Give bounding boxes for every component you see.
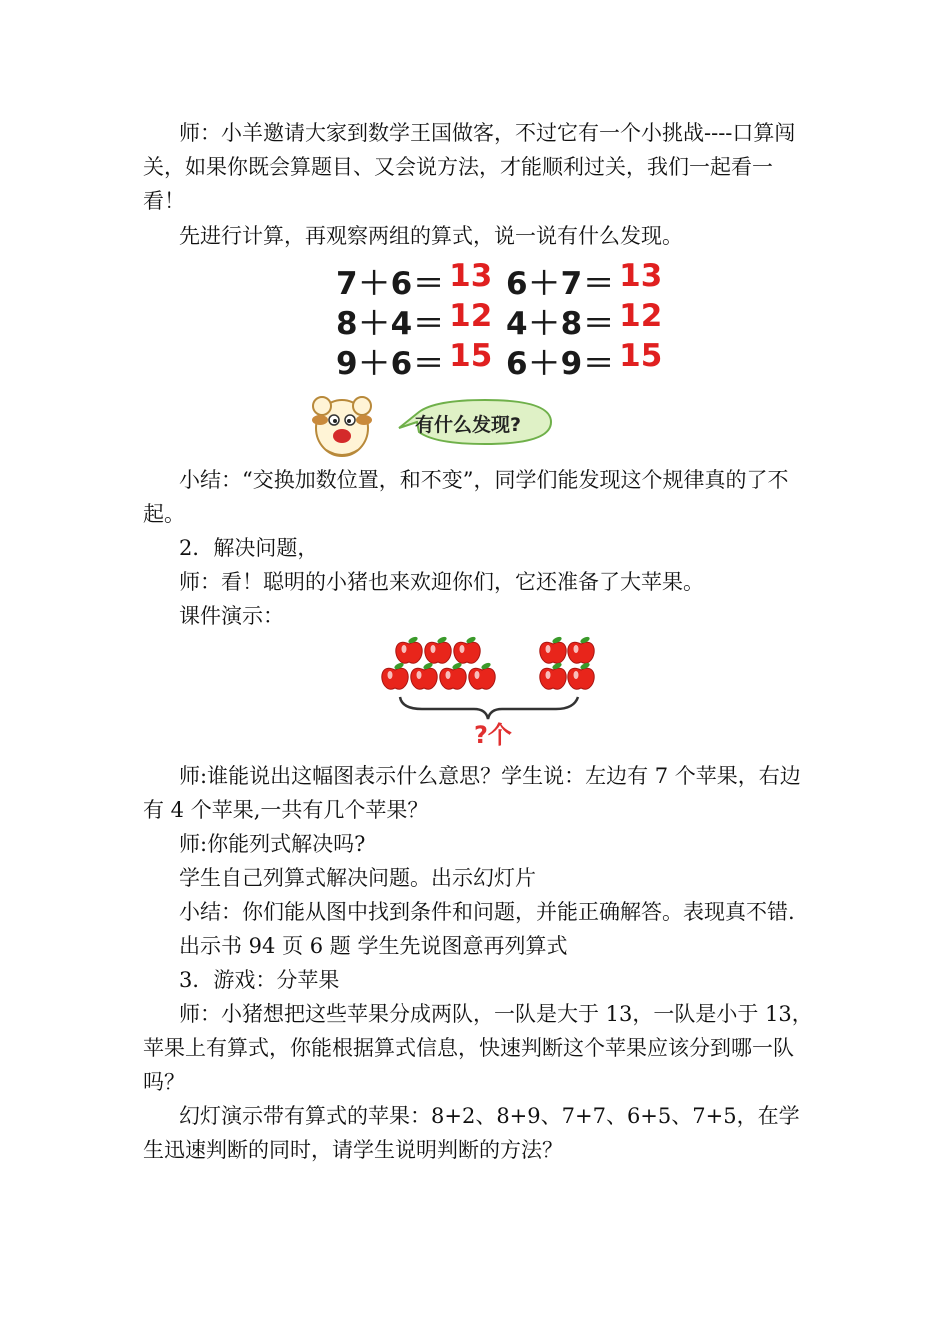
apple-icon bbox=[454, 636, 480, 664]
expression: 9＋6＝ bbox=[336, 345, 446, 382]
paragraph-slides: 幻灯演示带有算式的苹果：8+2、8+9、7+7、6+5、7+5，在学生迅速判断的同时，请学生说明判断的方法？ bbox=[143, 1104, 800, 1162]
apple-icon bbox=[425, 636, 451, 664]
equation-grid bbox=[336, 257, 676, 382]
result: 13 bbox=[619, 257, 663, 294]
expression: 8＋4＝ bbox=[336, 305, 446, 342]
apple-icon bbox=[568, 636, 594, 664]
paragraph-game: 师：小猪想把这些苹果分成两队，一队是大于 13，一队是小于 13，苹果上有算式，你能根据算式信息，快速判断这个苹果应该分到哪一队吗？ bbox=[143, 1002, 813, 1094]
question-label: ?个 bbox=[474, 721, 512, 749]
equation-right bbox=[506, 338, 676, 383]
expression: 6＋9＝ bbox=[506, 345, 616, 382]
equation-left bbox=[336, 338, 506, 383]
paragraph-book: 出示书 94 页 6 题 学生先说图意再列算式 bbox=[179, 934, 568, 958]
equation-left bbox=[336, 298, 506, 343]
paragraph-question: 师:谁能说出这幅图表示什么意思？学生说：左边有 7 个苹果，右边有 4 个苹果,一共有几个苹果？ bbox=[143, 764, 801, 822]
paragraph-instruction: 先进行计算，再观察两组的算式，说一说有什么发现。 bbox=[179, 224, 683, 248]
paragraph-teacher: 师：看！聪明的小猪也来欢迎你们，它还准备了大苹果。 bbox=[179, 570, 704, 594]
section-heading: 2．解决问题， bbox=[179, 536, 319, 560]
apple-icon bbox=[568, 662, 594, 690]
equation-row bbox=[336, 337, 676, 382]
result: 15 bbox=[619, 337, 663, 374]
apple-icon bbox=[540, 636, 566, 664]
apple-icon bbox=[396, 636, 422, 664]
apple-icon bbox=[540, 662, 566, 690]
expression: 6＋7＝ bbox=[506, 265, 616, 302]
result: 12 bbox=[449, 297, 493, 334]
expression: 7＋6＝ bbox=[336, 265, 446, 302]
equation-right bbox=[506, 258, 676, 303]
equation-left bbox=[336, 258, 506, 303]
paragraph-student: 学生自己列算式解决问题。出示幻灯片 bbox=[179, 866, 536, 890]
apple-icon bbox=[411, 662, 437, 690]
apple-icon bbox=[440, 662, 466, 690]
paragraph-courseware: 课件演示： bbox=[179, 604, 284, 628]
expression: 4＋8＝ bbox=[506, 305, 616, 342]
equation-row bbox=[336, 297, 676, 342]
apple-icon bbox=[469, 662, 495, 690]
equation-row bbox=[336, 257, 676, 302]
sheep-illustration bbox=[306, 390, 378, 460]
result: 13 bbox=[449, 257, 493, 294]
bubble-text: 有什么发现? bbox=[415, 414, 522, 436]
paragraph-teacher-ask: 师:你能列式解决吗? bbox=[179, 832, 366, 856]
paragraph-summary: 小结：“交换加数位置，和不变”，同学们能发现这个规律真的了不起。 bbox=[143, 468, 789, 526]
section-heading-game: 3．游戏：分苹果 bbox=[179, 968, 340, 992]
result: 12 bbox=[619, 297, 663, 334]
apple-icon bbox=[382, 662, 408, 690]
paragraph-intro: 师：小羊邀请大家到数学王国做客，不过它有一个小挑战----口算闯关，如果你既会算题目、又会说方法，才能顺利过关，我们一起看一看！ bbox=[143, 121, 796, 213]
equation-right bbox=[506, 298, 676, 343]
paragraph-summary-2: 小结：你们能从图中找到条件和问题，并能正确解答。表现真不错. bbox=[179, 900, 795, 924]
result: 15 bbox=[449, 337, 493, 374]
